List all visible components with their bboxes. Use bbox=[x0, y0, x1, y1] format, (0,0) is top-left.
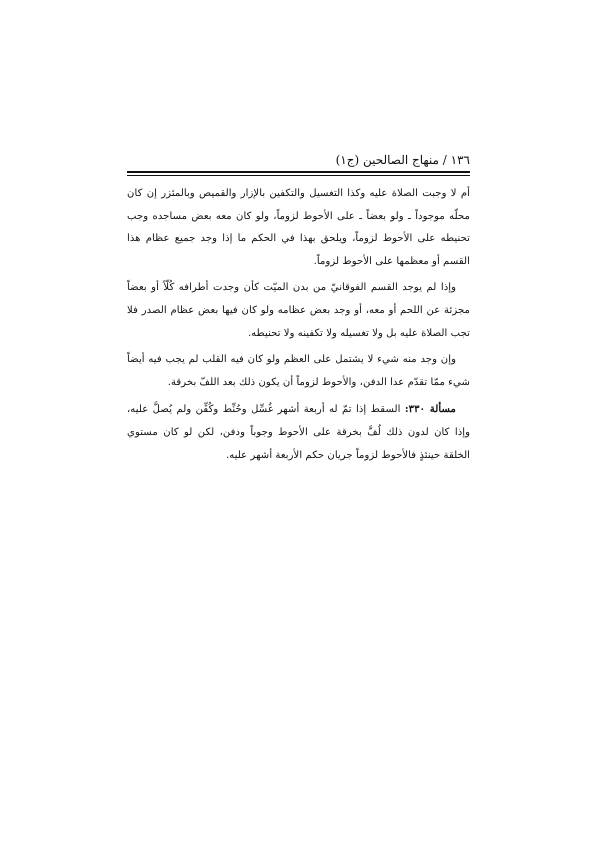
issue-text: السقط إذا تمّ له أربعة أشهر غُسِّل وحُنِّط وكُفِّن ولم يُصلَّ عليه، وإذا كان لدون ذلك لُفَّ بخرقة على الأحوط وجوباً ودفن، لكن لو كان مستوي الخلقة حينئذٍ فالأحوط لزوماً جريان حكم الأربعة أشهر عليه. bbox=[127, 404, 470, 461]
paragraph-2: وإذا لم يوجد القسم الفوقانيّ من بدن الميّت كأن وجدت أطرافه كُلّاً أو بعضاً مجزئة عن اللحم أو معه، أو وجد بعض عظامه ولو كان فيها بعض عظام الصدر فلا تجب الصلاة عليه بل ولا تغسيله ولا تكفينه ولا تحنيطه. bbox=[127, 282, 470, 339]
running-header: ١٣٦ / منهاج الصالحين (ج١) bbox=[335, 153, 470, 167]
issue-paragraph bbox=[127, 398, 470, 467]
header-rule-thin bbox=[127, 175, 470, 176]
body-text bbox=[127, 183, 470, 471]
paragraph-1: أم لا وجبت الصلاة عليه وكذا التغسيل والتكفين بالإزار والقميص وبالمئزر إن كان محلّه موجوداً ـ ولو بعضاً ـ على الأحوط لزوماً، ولو كان معه بعض مساجده وجب تحنيطه على الأحوط لزوماً، ويلحق بهذا في الحكم ما إذا وجد جميع عظام هذا القسم أو معظمها على الأحوط لزوماً. bbox=[127, 188, 470, 267]
paragraph-3: وإن وجد منه شيء لا يشتمل على العظم ولو كان فيه القلب لم يجب فيه أيضاً شيء ممّا تقدّم عدا الدفن، والأحوط لزوماً أن يكون ذلك بعد اللفّ بخرقة. bbox=[127, 354, 470, 388]
issue-label: مسألة ٣٣٠: bbox=[404, 403, 456, 416]
header-rule-thick bbox=[127, 171, 470, 173]
